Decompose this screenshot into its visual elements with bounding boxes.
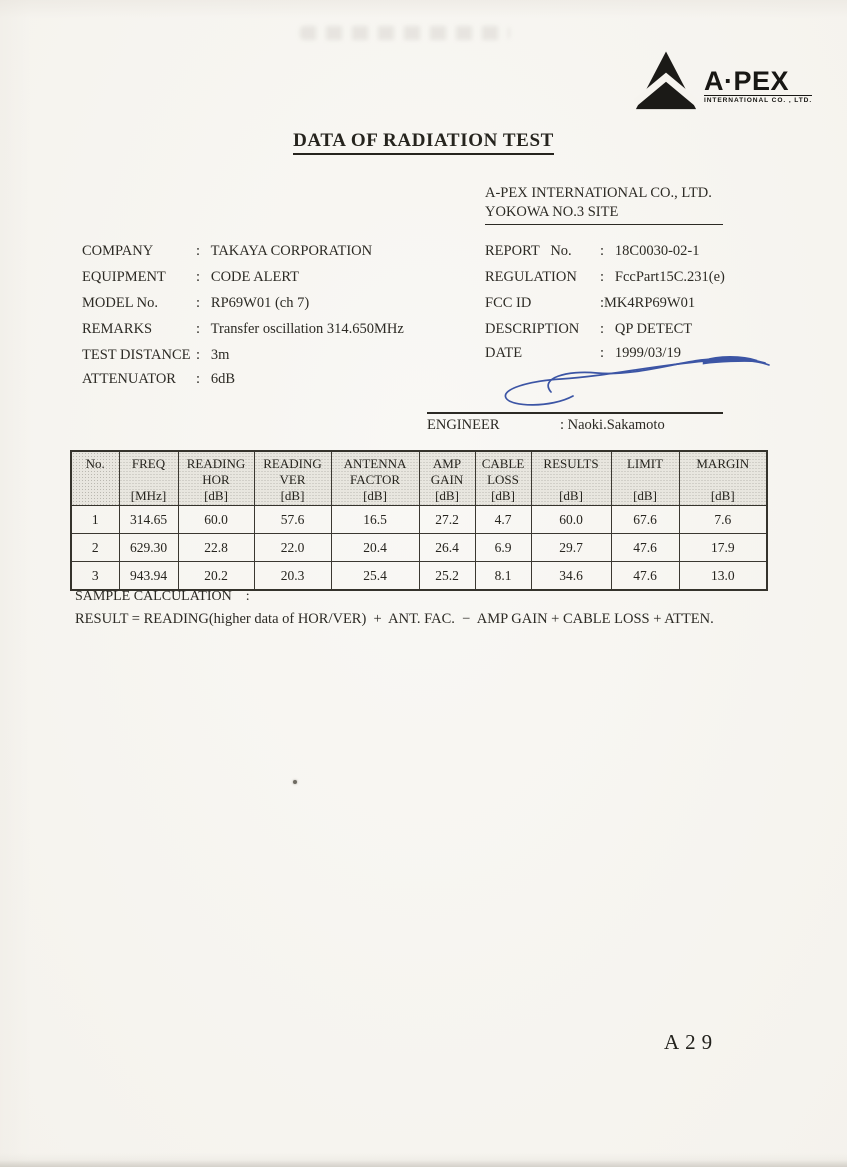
engineer-label: ENGINEER xyxy=(427,417,500,433)
info-label: REPORT No. xyxy=(485,243,572,259)
info-row xyxy=(485,345,815,371)
table-header-cell: LIMIT [dB] xyxy=(611,451,679,506)
table-cell: 22.0 xyxy=(254,534,331,562)
table-header-cell: No. xyxy=(71,451,119,506)
info-label: REGULATION xyxy=(485,269,577,285)
site-company: A-PEX INTERNATIONAL CO., LTD. xyxy=(485,185,712,201)
info-label: ATTENUATOR xyxy=(82,371,176,387)
info-value: : FccPart15C.231(e) xyxy=(600,269,725,285)
table-header-cell: RESULTS [dB] xyxy=(531,451,611,506)
table-cell: 13.0 xyxy=(679,562,767,591)
site-name: YOKOWA NO.3 SITE xyxy=(485,203,723,225)
info-row xyxy=(485,243,815,269)
info-row xyxy=(485,269,815,295)
table-cell: 26.4 xyxy=(419,534,475,562)
page-code: A29 xyxy=(664,1030,719,1054)
table-header-cell: CABLE LOSS [dB] xyxy=(475,451,531,506)
info-label: EQUIPMENT xyxy=(82,269,166,285)
table-cell: 3 xyxy=(71,562,119,591)
bleed-through-smudge xyxy=(300,26,510,40)
info-label: COMPANY xyxy=(82,243,154,259)
scan-bottom-edge xyxy=(0,1160,847,1167)
table-cell: 67.6 xyxy=(611,506,679,534)
table-cell: 16.5 xyxy=(331,506,419,534)
info-value: : Transfer oscillation 314.650MHz xyxy=(196,321,404,337)
table-cell: 629.30 xyxy=(119,534,178,562)
table-cell: 34.6 xyxy=(531,562,611,591)
info-value: : QP DETECT xyxy=(600,321,693,337)
table-cell: 17.9 xyxy=(679,534,767,562)
site-block xyxy=(485,184,723,225)
table-cell: 27.2 xyxy=(419,506,475,534)
table-header-cell: READING HOR [dB] xyxy=(178,451,254,506)
info-left-column xyxy=(82,243,462,390)
radiation-test-table xyxy=(70,450,768,591)
info-row xyxy=(485,321,815,345)
info-row xyxy=(82,371,462,390)
sample-calculation-label: SAMPLE CALCULATION : xyxy=(75,589,250,604)
document-title: DATA OF RADIATION TEST xyxy=(0,130,847,152)
info-label: DESCRIPTION xyxy=(485,321,580,337)
table-header-cell: ANTENNA FACTOR [dB] xyxy=(331,451,419,506)
table-cell: 2 xyxy=(71,534,119,562)
logo-wordmark xyxy=(704,68,812,104)
table-row xyxy=(71,534,767,562)
table-cell: 47.6 xyxy=(611,534,679,562)
engineer-name: : Naoki.Sakamoto xyxy=(560,417,665,433)
table-cell: 8.1 xyxy=(475,562,531,591)
table-cell: 943.94 xyxy=(119,562,178,591)
info-label: REMARKS xyxy=(82,321,153,337)
info-row xyxy=(82,295,462,321)
apex-logo xyxy=(634,50,812,112)
apex-triangle-icon xyxy=(634,50,698,112)
info-right-column xyxy=(485,243,815,371)
table-row xyxy=(71,562,767,591)
table-cell: 1 xyxy=(71,506,119,534)
table-cell: 57.6 xyxy=(254,506,331,534)
info-row xyxy=(82,243,462,269)
ink-speck xyxy=(293,780,297,784)
table-row xyxy=(71,506,767,534)
info-label: MODEL No. xyxy=(82,295,158,311)
table-cell: 60.0 xyxy=(178,506,254,534)
table-cell: 47.6 xyxy=(611,562,679,591)
table-cell: 29.7 xyxy=(531,534,611,562)
info-row xyxy=(82,347,462,371)
table-cell: 22.8 xyxy=(178,534,254,562)
info-row xyxy=(82,321,462,347)
info-value: : 3m xyxy=(196,347,230,363)
info-value: : 6dB xyxy=(196,371,236,387)
info-row xyxy=(485,295,815,321)
result-formula: RESULT = READING(higher data of HOR/VER) + ANT. FAC. − AMP GAIN + CABLE LOSS + ATTEN. xyxy=(75,611,714,627)
table-header-cell: AMP GAIN [dB] xyxy=(419,451,475,506)
table-cell: 7.6 xyxy=(679,506,767,534)
info-value: :MK4RP69W01 xyxy=(600,295,696,311)
engineer-line xyxy=(427,412,723,434)
info-value: : CODE ALERT xyxy=(196,269,300,285)
logo-subtitle: INTERNATIONAL CO. , LTD. xyxy=(704,97,813,104)
info-label: TEST DISTANCE xyxy=(82,347,191,363)
table-cell: 25.2 xyxy=(419,562,475,591)
table-cell: 25.4 xyxy=(331,562,419,591)
table-cell: 60.0 xyxy=(531,506,611,534)
table-cell: 4.7 xyxy=(475,506,531,534)
table-cell: 6.9 xyxy=(475,534,531,562)
info-value: : TAKAYA CORPORATION xyxy=(196,243,373,259)
table-cell: 20.3 xyxy=(254,562,331,591)
table-cell: 314.65 xyxy=(119,506,178,534)
info-label: FCC ID xyxy=(485,295,532,311)
info-value: : 18C0030-02-1 xyxy=(600,243,700,259)
table-cell: 20.4 xyxy=(331,534,419,562)
table-header-cell: MARGIN [dB] xyxy=(679,451,767,506)
info-row xyxy=(82,269,462,295)
table-header-cell: FREQ [MHz] xyxy=(119,451,178,506)
info-value: : 1999/03/19 xyxy=(600,345,681,361)
table-header-cell: READING VER [dB] xyxy=(254,451,331,506)
logo-name: A·PEX xyxy=(704,66,790,96)
info-label: DATE xyxy=(485,345,523,361)
table-cell: 20.2 xyxy=(178,562,254,591)
info-value: : RP69W01 (ch 7) xyxy=(196,295,310,311)
